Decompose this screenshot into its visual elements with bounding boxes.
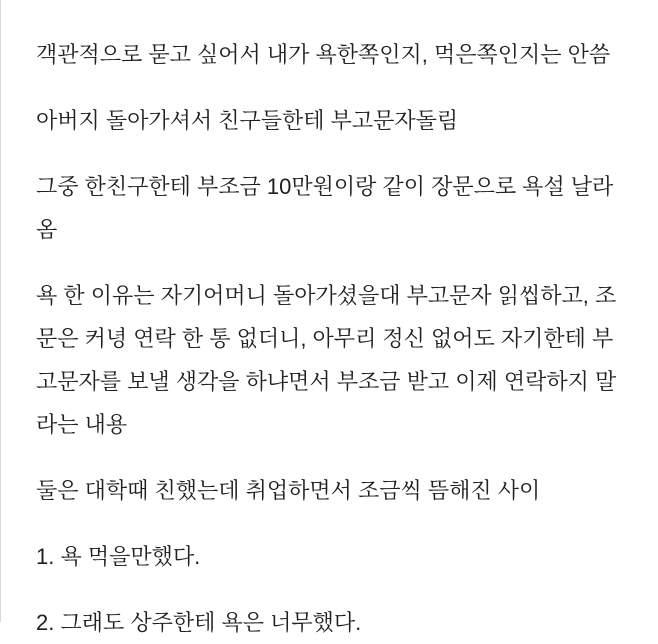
post-option-1: 1. 욕 먹을만했다. <box>36 544 201 569</box>
post-paragraph-relationship: 둘은 대학때 친했는데 취업하면서 조금씩 뜸해진 사이 <box>36 478 541 503</box>
post-paragraph-reason: 욕 한 이유는 자기어머니 돌아가셨을대 부고문자 읽씹하고, 조문은 커녕 연락 한 통 없더니, 아무리 정신 없어도 자기한테 부고문자를 보낼 생각을 하냐면서 부조금 받고 이제 연락하지 말라는 내용 <box>36 283 617 437</box>
post-paragraph-insult-received: 그중 한친구한테 부조금 10만원이랑 같이 장문으로 욕설 날라옴 <box>36 174 614 242</box>
post-paragraph-funeral-notice: 아버지 돌아가셔서 친구들한테 부고문자돌림 <box>36 108 459 133</box>
post-option-2: 2. 그래도 상주한테 욕은 너무했다. <box>36 610 362 635</box>
post-paragraph-intro: 객관적으로 묻고 싶어서 내가 욕한쪽인지, 먹은쪽인지는 안씀 <box>36 42 611 67</box>
